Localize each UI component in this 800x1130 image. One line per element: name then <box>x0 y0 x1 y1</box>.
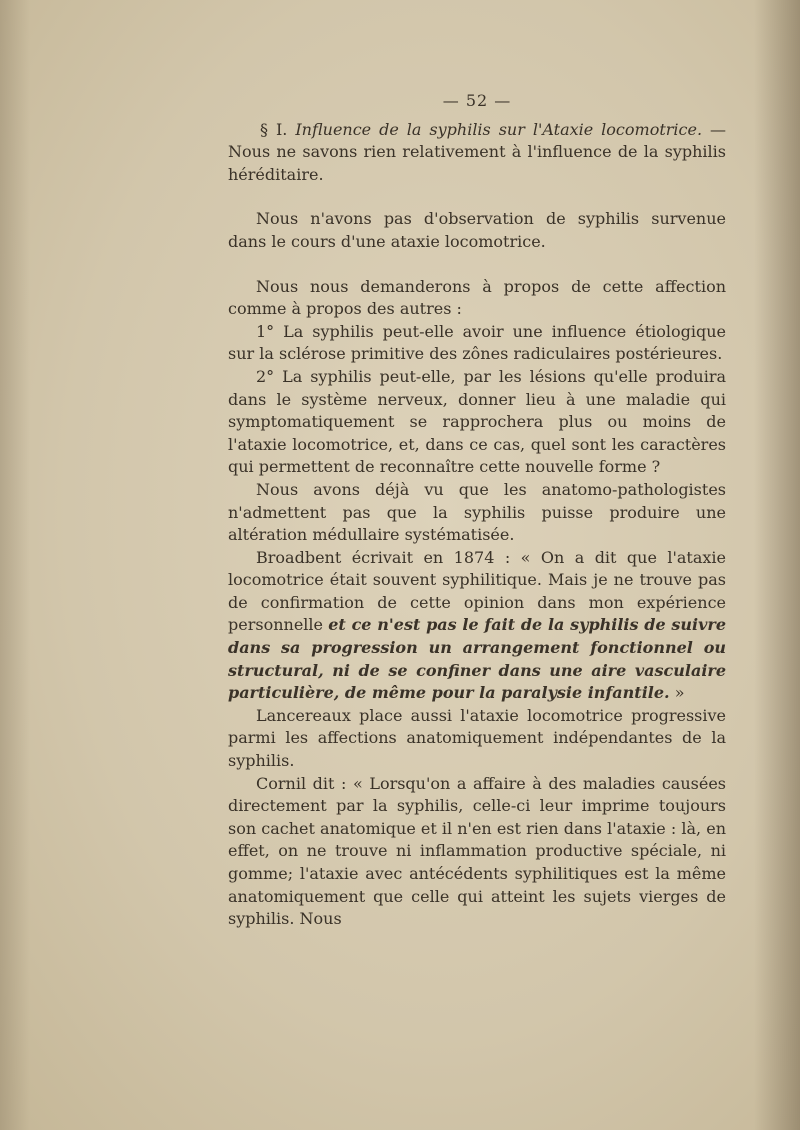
section-dash: — <box>710 119 726 139</box>
paragraph-6 <box>228 547 726 705</box>
paragraph-6-end: » <box>674 683 685 703</box>
section-text: Nous ne savons rien relativement à l'influence de la syphilis héréditaire. <box>228 142 726 184</box>
paragraph-1: Nous n'avons pas d'observation de syphilis survenue dans le cours d'une ataxie locomotrice. <box>228 209 726 251</box>
paragraph-6-start: Broadbent écrivait en 1874 : « On a dit que l'ataxie locomotrice était souvent syphilitique. Mais je ne trouve pas de confirmation de cette opinion dans mon expérience personnelle <box>228 547 726 635</box>
section-heading <box>228 119 726 187</box>
paragraph-5: Nous avons déjà vu que les anatomo-pathologistes n'admettent pas que la syphilis puisse produire une altération médullaire systématisée. <box>228 479 726 545</box>
paragraph-4: 2° La syphilis peut-elle, par les lésions qu'elle produira dans le système nerveux, donner lieu à une maladie qui symptomatiquement se rapprochera plus ou moins de l'ataxie locomotrice, et, dans ce cas, quel sont les caractères qui permettent de reconnaître cette nouvelle forme ? <box>228 366 726 477</box>
paragraph-3: 1° La syphilis peut-elle avoir une influence étiologique sur la sclérose primitive des zônes radiculaires postérieures. <box>228 321 726 364</box>
page-shadow-right <box>754 0 800 1130</box>
page-number: — 52 — <box>442 91 512 110</box>
paragraph-2: Nous nous demanderons à propos de cette affection comme à propos des autres : <box>228 276 726 319</box>
document-body <box>228 90 726 931</box>
page-shadow-left <box>0 0 30 1130</box>
section-title: Influence de la syphilis sur l'Ataxie locomotrice. <box>295 119 703 139</box>
paragraph-7: Lancereaux place aussi l'ataxie locomotrice progressive parmi les affections anatomiquement indépendantes de la syphilis. <box>228 705 726 771</box>
paragraph-6-italic: et ce n'est pas le fait de la syphilis de suivre dans sa progression un arrangement fonctionnel ou structural, ni de se confiner dans une aire vasculaire particulière, de même pour la paralysie infantile. <box>228 615 726 703</box>
section-marker: § I. <box>260 119 288 139</box>
paragraph-8: Cornil dit : « Lorsqu'on a affaire à des maladies causées directement par la syphilis, celle-ci leur imprime toujours son cachet anatomique et il n'en est rien dans l'ataxie : là, en effet, on ne trouve ni inflammation productive spéciale, ni gomme; l'ataxie avec antécédents syphilitiques est la même anatomiquement que celle qui atteint les sujets vierges de syphilis. Nous <box>228 773 726 929</box>
